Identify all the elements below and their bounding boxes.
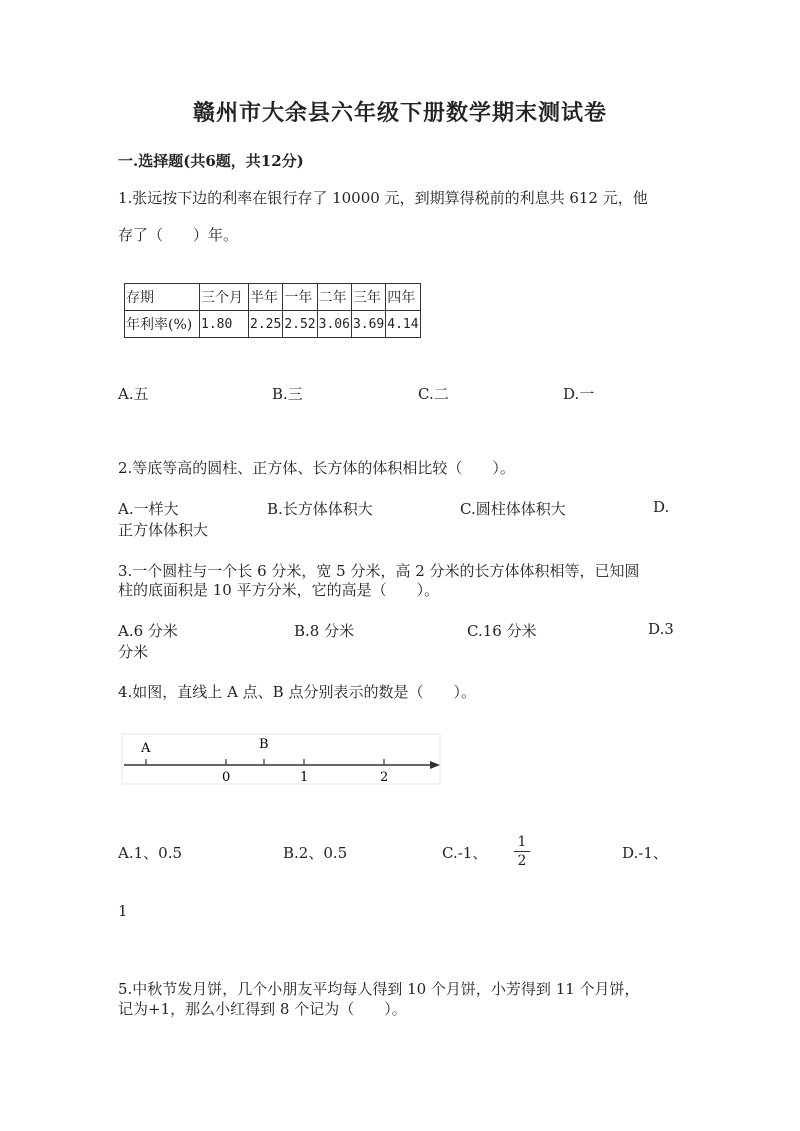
table-cell: 2.25 xyxy=(249,311,283,338)
q1-option-a[interactable]: A.五 xyxy=(118,385,149,403)
q4-option-c[interactable]: C.-1、 xyxy=(442,844,488,862)
q2-text-line1: 2.等底等高的圆柱、正方体、长方体的体积相比较（ ）。 xyxy=(118,459,515,477)
q2-option-a[interactable]: A.一样大 xyxy=(118,500,179,518)
q5-text-line1: 5.中秋节发月饼，几个小朋友平均每人得到 10 个月饼，小芳得到 11 个月饼， xyxy=(118,980,640,998)
q3-text-line1: 3.一个圆柱与一个长 6 分米，宽 5 分米，高 2 分米的长方体体积相等，已知圆 xyxy=(118,562,640,580)
q4-option-d[interactable]: D.-1、 xyxy=(622,844,668,862)
q1-option-d[interactable]: D.一 xyxy=(563,385,595,403)
q4-option-d-text: 1 xyxy=(118,902,128,920)
table-cell: 三年 xyxy=(351,284,385,311)
point-label-a: A xyxy=(141,741,151,756)
table-cell: 半年 xyxy=(249,284,283,311)
interest-rate-table xyxy=(124,283,421,338)
table-cell: 一年 xyxy=(283,284,317,311)
table-cell: 1.80 xyxy=(200,311,249,338)
page-title: 赣州市大余县六年级下册数学期末测试卷 xyxy=(192,100,607,126)
q2-option-c[interactable]: C.圆柱体体积大 xyxy=(460,500,566,518)
number-line-figure xyxy=(118,730,448,790)
table-cell: 存期 xyxy=(125,284,200,311)
table-cell: 2.52 xyxy=(283,311,317,338)
q1-text-line2: 存了（ ）年。 xyxy=(118,226,239,244)
table-cell: 3.06 xyxy=(317,311,351,338)
q4-text-line1: 4.如图，直线上 A 点、B 点分别表示的数是（ ）。 xyxy=(118,683,476,701)
figure-frame xyxy=(122,734,440,784)
q2-option-d[interactable]: D. xyxy=(653,498,670,516)
table-cell: 二年 xyxy=(317,284,351,311)
q1-option-b[interactable]: B.三 xyxy=(272,385,303,403)
q3-option-d[interactable]: D.3 xyxy=(648,620,674,638)
point-label-b: B xyxy=(259,737,269,752)
tick-label-0: 0 xyxy=(222,770,231,785)
q2-option-d-text: 正方体体积大 xyxy=(118,521,209,539)
table-cell: 4.14 xyxy=(386,311,420,338)
q4-option-c-fraction xyxy=(514,834,530,869)
q3-option-b[interactable]: B.8 分米 xyxy=(294,622,355,640)
fraction-bar xyxy=(514,851,530,852)
arrow-head-icon xyxy=(430,761,440,769)
table-cell: 四年 xyxy=(386,284,420,311)
q3-text-line2: 柱的底面积是 10 平方分米，它的高是（ ）。 xyxy=(118,581,440,599)
tick-label-2: 2 xyxy=(380,770,389,785)
table-cell: 3.69 xyxy=(351,311,385,338)
fraction-numerator: 1 xyxy=(517,834,527,850)
table-row xyxy=(125,284,421,311)
q4-option-b[interactable]: B.2、0.5 xyxy=(283,844,348,862)
q3-option-c[interactable]: C.16 分米 xyxy=(467,622,537,640)
tick-label-1: 1 xyxy=(300,770,309,785)
table-cell: 年利率(%) xyxy=(125,311,200,338)
q2-option-b[interactable]: B.长方体体积大 xyxy=(267,500,373,518)
q4-option-a[interactable]: A.1、0.5 xyxy=(118,844,182,862)
q1-option-c[interactable]: C.二 xyxy=(418,385,449,403)
q1-text-line1: 1.张远按下边的利率在银行存了 10000 元，到期算得税前的利息共 612 元，他 xyxy=(118,189,648,207)
table-row xyxy=(125,311,421,338)
section-heading: 一.选择题(共6题，共12分) xyxy=(118,152,304,170)
q3-option-a[interactable]: A.6 分米 xyxy=(118,622,178,640)
q5-text-line2: 记为+1，那么小红得到 8 个记为（ ）。 xyxy=(118,1000,407,1018)
q3-option-d-text: 分米 xyxy=(118,643,149,661)
fraction-denominator: 2 xyxy=(517,853,527,869)
table-cell: 三个月 xyxy=(200,284,249,311)
